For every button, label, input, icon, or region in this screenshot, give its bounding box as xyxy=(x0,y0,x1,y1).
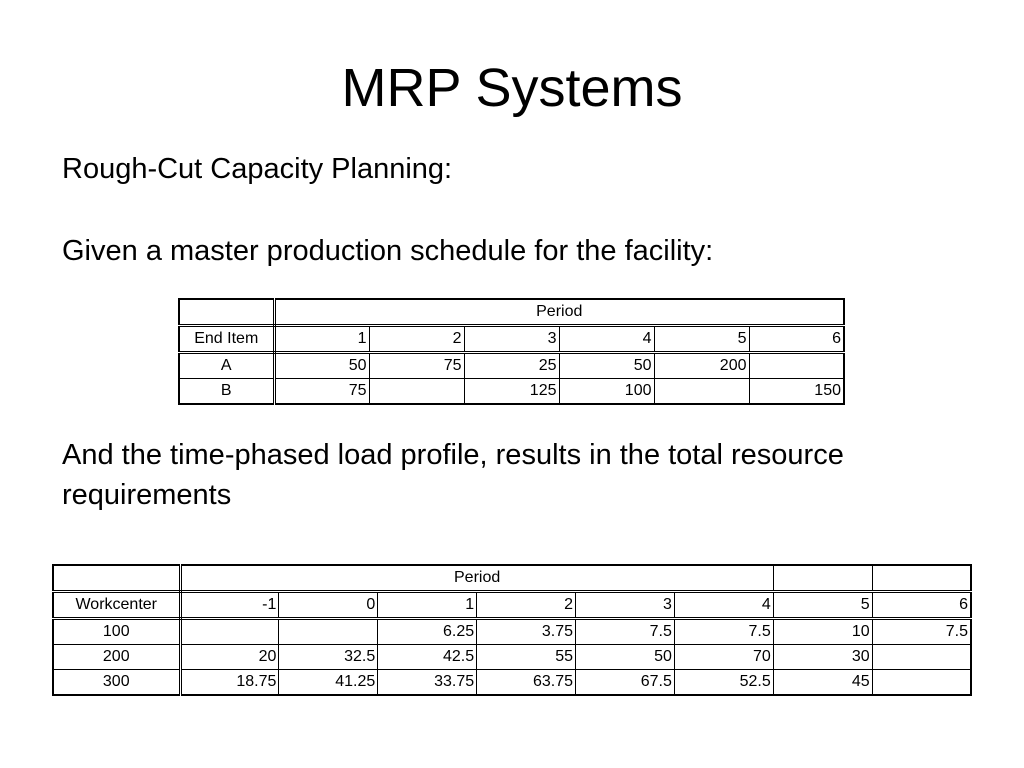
table-cell: 75 xyxy=(274,379,369,405)
table-cell xyxy=(749,353,844,379)
table-cell xyxy=(279,619,378,645)
table-cell: 55 xyxy=(477,645,576,670)
row-label: 300 xyxy=(53,670,180,696)
table-cell: 20 xyxy=(180,645,279,670)
table-cell: 7.5 xyxy=(872,619,971,645)
period-label: 2 xyxy=(477,592,576,619)
table-cell: 30 xyxy=(773,645,872,670)
subheading-rough-cut: Rough-Cut Capacity Planning: xyxy=(62,153,453,185)
table-row xyxy=(179,379,844,405)
table-cell: 50 xyxy=(274,353,369,379)
table-cell: 18.75 xyxy=(180,670,279,696)
period-header-row xyxy=(53,592,971,619)
table-cell: 67.5 xyxy=(576,670,675,696)
period-group-header: Period xyxy=(180,565,773,592)
table-row xyxy=(53,645,971,670)
table-cell xyxy=(180,619,279,645)
paragraph-load-profile: And the time-phased load profile, results in the total resource requirements xyxy=(62,439,844,511)
table-cell: 10 xyxy=(773,619,872,645)
period-group-header: Period xyxy=(274,299,844,326)
table-cell: 52.5 xyxy=(674,670,773,696)
table-cell xyxy=(872,645,971,670)
row-label: 100 xyxy=(53,619,180,645)
period-header-row xyxy=(179,326,844,353)
period-label: 0 xyxy=(279,592,378,619)
period-label: 1 xyxy=(274,326,369,353)
table-row xyxy=(53,670,971,696)
period-label: 4 xyxy=(559,326,654,353)
header-blank-cell xyxy=(179,299,274,326)
period-label: 3 xyxy=(464,326,559,353)
resource-requirements-table xyxy=(52,564,972,696)
table-cell: 7.5 xyxy=(576,619,675,645)
table-cell: 42.5 xyxy=(378,645,477,670)
table-cell: 75 xyxy=(369,353,464,379)
row-label: 200 xyxy=(53,645,180,670)
master-production-schedule-table xyxy=(178,298,845,405)
table-cell xyxy=(872,670,971,696)
table-cell: 150 xyxy=(749,379,844,405)
period-label: 6 xyxy=(872,592,971,619)
table-cell xyxy=(369,379,464,405)
table-row xyxy=(53,619,971,645)
table-header-row xyxy=(179,299,844,326)
period-label: 4 xyxy=(674,592,773,619)
table-cell: 6.25 xyxy=(378,619,477,645)
slide-title: MRP Systems xyxy=(341,58,683,118)
table-cell xyxy=(654,379,749,405)
table-cell: 63.75 xyxy=(477,670,576,696)
period-label: 1 xyxy=(378,592,477,619)
table-cell: 125 xyxy=(464,379,559,405)
table-cell: 41.25 xyxy=(279,670,378,696)
period-label: 5 xyxy=(654,326,749,353)
table-cell: 7.5 xyxy=(674,619,773,645)
period-label: 5 xyxy=(773,592,872,619)
table-row xyxy=(179,353,844,379)
row-label: A xyxy=(179,353,274,379)
table-cell: 200 xyxy=(654,353,749,379)
table-cell: 33.75 xyxy=(378,670,477,696)
paragraph-mps-intro: Given a master production schedule for the facility: xyxy=(62,235,714,267)
row-label: B xyxy=(179,379,274,405)
row-header-label: Workcenter xyxy=(53,592,180,619)
period-label: 2 xyxy=(369,326,464,353)
table-cell: 50 xyxy=(559,353,654,379)
period-label: 3 xyxy=(576,592,675,619)
header-blank-cell xyxy=(872,565,971,592)
table-cell: 45 xyxy=(773,670,872,696)
period-label: 6 xyxy=(749,326,844,353)
header-blank-cell xyxy=(773,565,872,592)
table-header-row xyxy=(53,565,971,592)
table-cell: 3.75 xyxy=(477,619,576,645)
row-header-label: End Item xyxy=(179,326,274,353)
table-cell: 50 xyxy=(576,645,675,670)
period-label: -1 xyxy=(180,592,279,619)
table-cell: 32.5 xyxy=(279,645,378,670)
header-blank-cell xyxy=(53,565,180,592)
table-cell: 25 xyxy=(464,353,559,379)
table-cell: 70 xyxy=(674,645,773,670)
table-cell: 100 xyxy=(559,379,654,405)
